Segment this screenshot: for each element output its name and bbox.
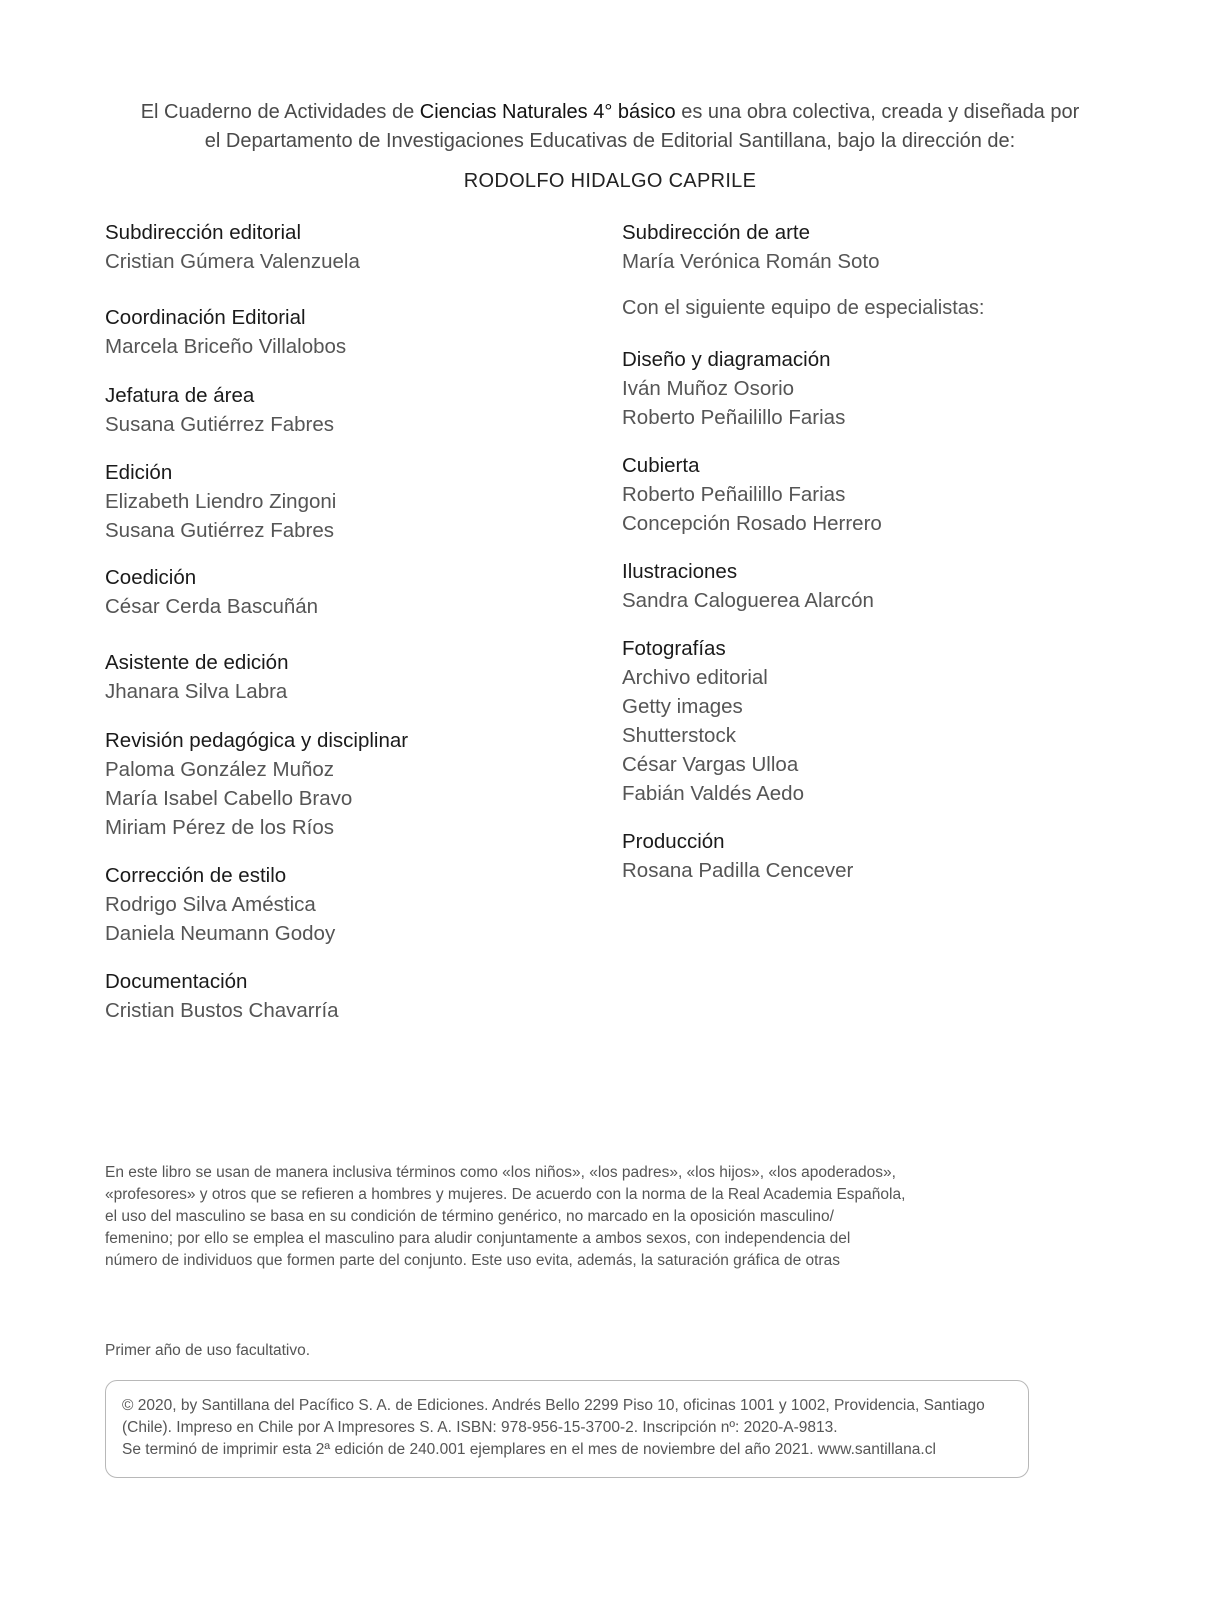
credit-name: Roberto Peñailillo Farias: [622, 406, 846, 429]
credit-heading: Cubierta: [622, 454, 700, 477]
disclaimer-line: «profesores» y otros que se refieren a hombres y mujeres. De acuerdo con la norma de la Real Academia Española,: [105, 1186, 906, 1203]
credit-name: César Vargas Ulloa: [622, 753, 799, 776]
copyright-line: (Chile). Impreso en Chile por A Impresores S. A. ISBN: 978-956-15-3700-2. Inscripción nº: 2020-A-9813.: [122, 1419, 838, 1436]
credit-heading: Ilustraciones: [622, 560, 738, 583]
copyright-box: [105, 1380, 1029, 1478]
credit-name: Iván Muñoz Osorio: [622, 377, 795, 400]
team-note: Con el siguiente equipo de especialistas:: [622, 297, 985, 319]
credit-heading: Subdirección de arte: [622, 221, 811, 244]
credit-block: [622, 634, 1092, 808]
copyright-line: Se terminó de imprimir esta 2ª edición de 240.001 ejemplares en el mes de noviembre del año 2021. www.santillana.cl: [122, 1441, 936, 1458]
credit-name: Getty images: [622, 695, 743, 718]
intro-text: El Cuaderno de Actividades de: [140, 101, 420, 123]
credit-block: [105, 303, 575, 361]
credit-heading: Producción: [622, 830, 725, 853]
credit-block: [622, 557, 1092, 615]
credit-name: Elizabeth Liendro Zingoni: [105, 490, 337, 513]
credits-left-column: [105, 218, 575, 1052]
credit-block: [622, 218, 1092, 276]
copyright-line: © 2020, by Santillana del Pacífico S. A. de Ediciones. Andrés Bello 2299 Piso 10, oficinas 1001 y 1002, Providencia, Santiago: [122, 1397, 985, 1414]
credit-block: [105, 861, 575, 948]
credits-right-column: [622, 218, 1092, 912]
intro-line-2: el Departamento de Investigaciones Educativas de Editorial Santillana, bajo la dirección de:: [204, 130, 1016, 152]
credit-heading: Fotografías: [622, 637, 726, 660]
credit-block: [622, 827, 1092, 885]
credit-heading: Coedición: [105, 566, 197, 589]
director-name: RODOLFO HIDALGO CAPRILE: [463, 170, 757, 192]
credit-name: María Verónica Román Soto: [622, 250, 880, 273]
credit-name: Rosana Padilla Cencever: [622, 859, 854, 882]
credit-block: [105, 967, 575, 1025]
credit-name: Archivo editorial: [622, 666, 768, 689]
credit-name: Marcela Briceño Villalobos: [105, 335, 347, 358]
credit-block: [105, 648, 575, 706]
credit-heading: Subdirección editorial: [105, 221, 302, 244]
credit-block: [105, 458, 575, 545]
disclaimer-line: En este libro se usan de manera inclusiva términos como «los niños», «los padres», «los hijos», «los apoderados»,: [105, 1164, 896, 1181]
credit-name: Roberto Peñailillo Farias: [622, 483, 846, 506]
credit-heading: Coordinación Editorial: [105, 306, 306, 329]
credit-heading: Corrección de estilo: [105, 864, 287, 887]
first-year-note: Primer año de uso facultativo.: [105, 1342, 311, 1359]
disclaimer-line: número de individuos que formen parte del conjunto. Este uso evita, además, la saturación gráfica de otras: [105, 1252, 840, 1269]
credit-name: Concepción Rosado Herrero: [622, 512, 882, 535]
credit-name: María Isabel Cabello Bravo: [105, 787, 353, 810]
credit-block: [105, 381, 575, 439]
credit-heading: Jefatura de área: [105, 384, 255, 407]
credit-block: [105, 726, 575, 842]
credit-block: [622, 451, 1092, 538]
disclaimer-line: el uso del masculino se basa en su condición de término genérico, no marcado en la oposición masculino/: [105, 1208, 834, 1225]
credit-block: [105, 218, 575, 276]
credit-heading: Edición: [105, 461, 173, 484]
credit-block: [105, 563, 575, 621]
credit-name: Susana Gutiérrez Fabres: [105, 413, 335, 436]
book-title: Ciencias Naturales 4° básico: [419, 101, 676, 123]
credit-name: César Cerda Bascuñán: [105, 595, 319, 618]
credit-heading: Diseño y diagramación: [622, 348, 831, 371]
credit-name: Susana Gutiérrez Fabres: [105, 519, 335, 542]
credit-heading: Documentación: [105, 970, 248, 993]
intro-text: es una obra colectiva, creada y diseñada por: [675, 101, 1080, 123]
credit-name: Jhanara Silva Labra: [105, 680, 288, 703]
credit-name: Fabián Valdés Aedo: [622, 782, 804, 805]
intro-paragraph: [60, 98, 1160, 156]
credit-block: [622, 345, 1092, 432]
credit-heading: Revisión pedagógica y disciplinar: [105, 729, 409, 752]
credit-name: Rodrigo Silva Améstica: [105, 893, 316, 916]
inclusive-language-disclaimer: [105, 1162, 975, 1272]
disclaimer-line: femenino; por ello se emplea el masculino para aludir conjuntamente a ambos sexos, con independencia del: [105, 1230, 851, 1247]
credit-name: Miriam Pérez de los Ríos: [105, 816, 334, 839]
credit-name: Shutterstock: [622, 724, 736, 747]
credit-name: Sandra Caloguerea Alarcón: [622, 589, 874, 612]
credit-name: Cristian Bustos Chavarría: [105, 999, 339, 1022]
credit-name: Daniela Neumann Godoy: [105, 922, 336, 945]
credit-heading: Asistente de edición: [105, 651, 289, 674]
intro-line-1: [60, 98, 1160, 127]
credit-name: Paloma González Muñoz: [105, 758, 335, 781]
credit-name: Cristian Gúmera Valenzuela: [105, 250, 360, 273]
